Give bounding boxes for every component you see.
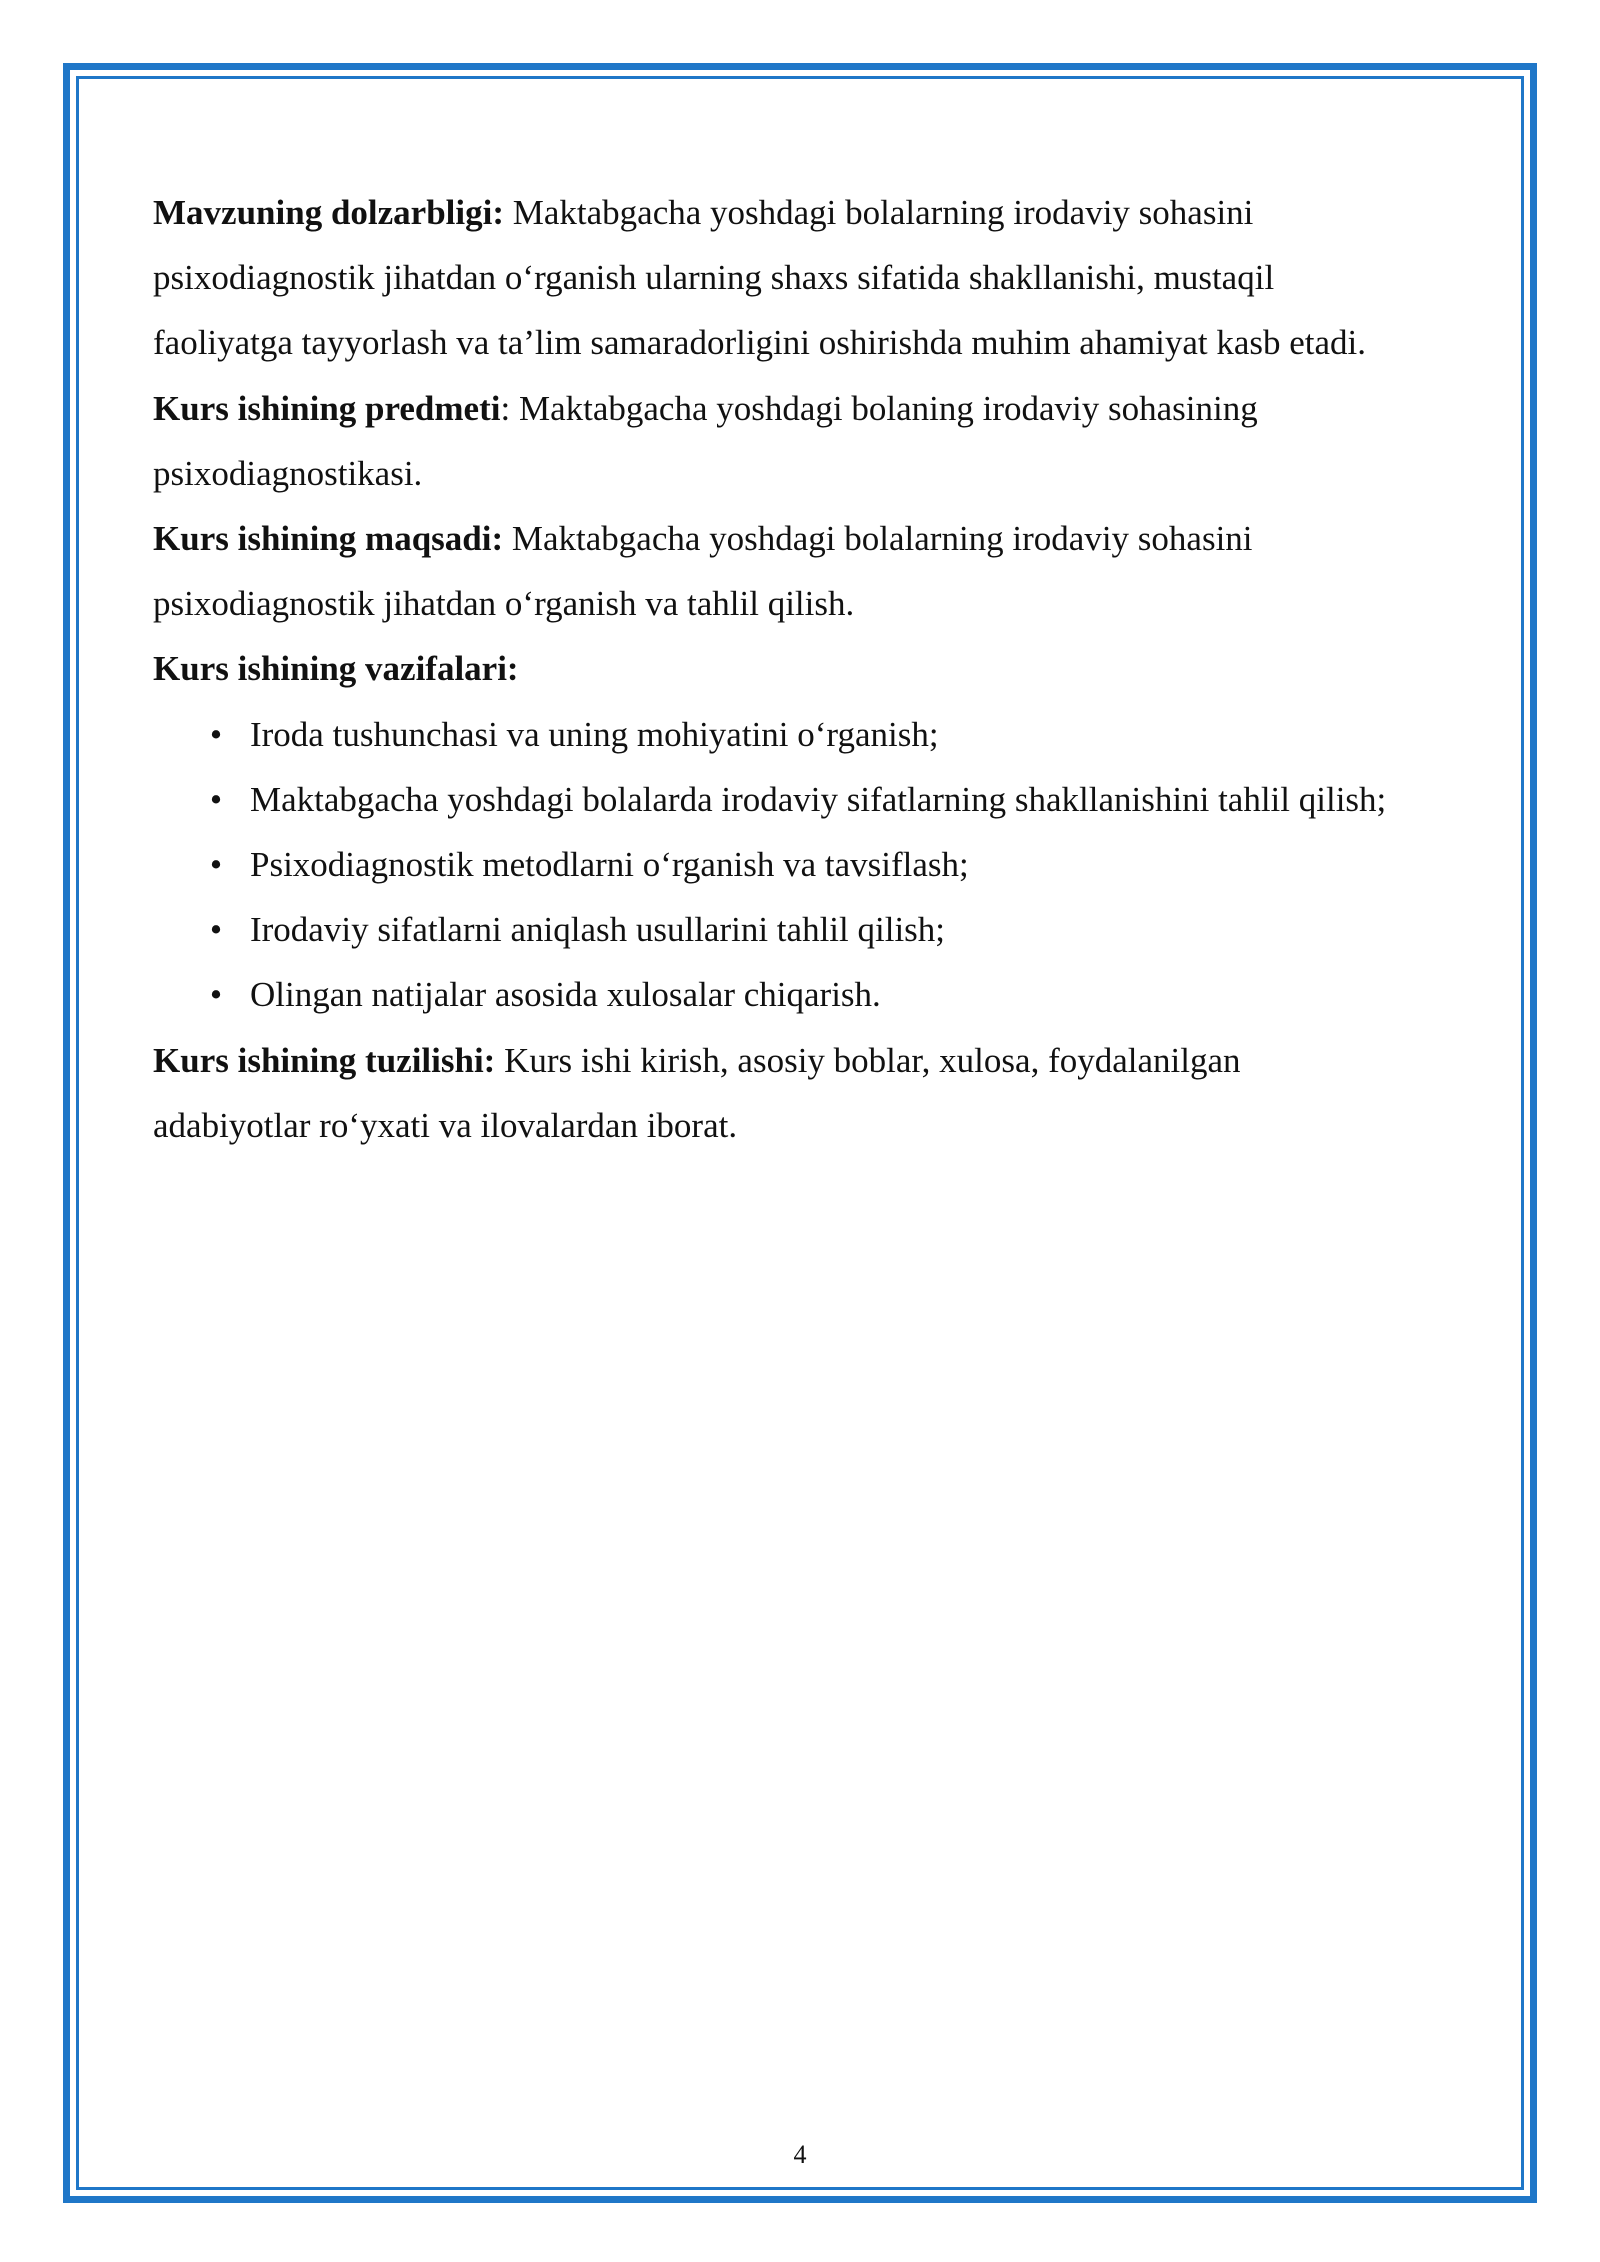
bullet-icon: • <box>209 714 223 754</box>
bullet-icon: • <box>209 975 223 1015</box>
goal-paragraph <box>153 506 1393 636</box>
document-body <box>153 180 1393 1158</box>
structure-label: Kurs ishining tuzilishi: <box>153 1040 496 1080</box>
bullet-icon: • <box>209 845 223 885</box>
tasks-list <box>153 702 1393 1028</box>
tasks-heading-label: Kurs ishining vazifalari: <box>153 649 519 689</box>
task-text: Olingan natijalar asosida xulosalar chiqarish. <box>250 975 881 1015</box>
structure-paragraph <box>153 1028 1393 1158</box>
relevance-paragraph <box>153 180 1393 376</box>
task-text: Psixodiagnostik metodlarni o‘rganish va tavsiflash; <box>250 845 969 885</box>
bullet-icon: • <box>209 779 223 819</box>
list-item <box>153 962 1393 1027</box>
task-text: Irodaviy sifatlarni aniqlash usullarini tahlil qilish; <box>250 910 946 950</box>
task-text: Maktabgacha yoshdagi bolalarda irodaviy sifatlarning shakllanishini tahlil qilish; <box>250 779 1387 819</box>
structure-text: Kurs ishi kirish, asosiy boblar, xulosa, foydalanilgan adabiyotlar ro‘yxati va ilovalardan iborat. <box>153 1040 1241 1145</box>
subject-paragraph <box>153 376 1393 506</box>
goal-label: Kurs ishining maqsadi: <box>153 519 504 559</box>
list-item <box>153 767 1393 832</box>
task-text: Iroda tushunchasi va uning mohiyatini o‘rganish; <box>250 714 939 754</box>
bullet-icon: • <box>209 910 223 950</box>
goal-text: Maktabgacha yoshdagi bolalarning irodaviy sohasini psixodiagnostik jihatdan o‘rganish va tahlil qilish. <box>153 519 1253 624</box>
tasks-heading <box>153 636 1393 701</box>
list-item <box>153 832 1393 897</box>
subject-label: Kurs ishining predmeti <box>153 388 501 428</box>
relevance-label: Mavzuning dolzarbligi: <box>153 193 504 232</box>
relevance-text: Maktabgacha yoshdagi bolalarning irodaviy sohasini psixodiagnostik jihatdan o‘rganish ularning shaxs sifatida shakllanishi, mustaqil faoliyatga tayyorlash va ta’lim samaradorligini oshirishda muhim ahamiyat kasb etadi. <box>153 193 1367 363</box>
list-item <box>153 897 1393 962</box>
list-item <box>153 702 1393 767</box>
subject-text: : Maktabgacha yoshdagi bolaning irodaviy sohasining psixodiagnostikasi. <box>153 388 1258 493</box>
page-number: 4 <box>793 2140 807 2169</box>
